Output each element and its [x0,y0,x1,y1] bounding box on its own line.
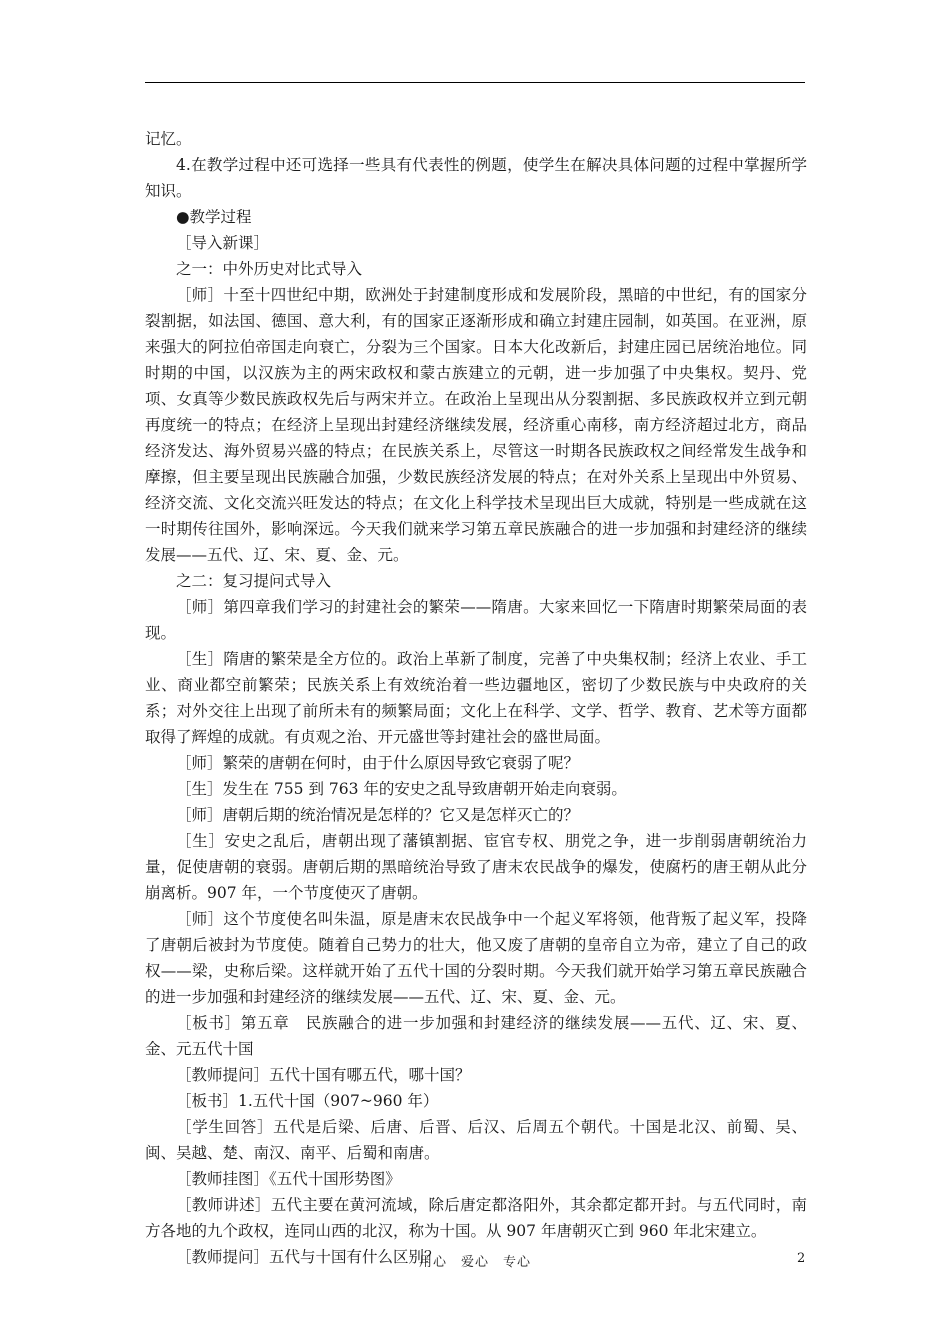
paragraph: 之二：复习提问式导入 [176,572,332,590]
paragraph: ［板书］第五章 民族融合的进一步加强和封建经济的继续发展——五代、辽、宋、夏、金、元五代十国 [145,1014,807,1058]
paragraph: ［师］第四章我们学习的封建社会的繁荣——隋唐。大家来回忆一下隋唐时期繁荣局面的表现。 [145,598,807,642]
paragraph: ●教学过程 [176,208,252,226]
footer-motto: 用心 爱心 专心 [418,1255,531,1270]
paragraph: ［师］十至十四世纪中期，欧洲处于封建制度形成和发展阶段，黑暗的中世纪，有的国家分裂割据，如法国、德国、意大利，有的国家正逐渐形成和确立封建庄园制，如英国。在亚洲，原来强大的阿拉伯帝国走向衰亡，分裂为三个国家。日本大化改新后，封建庄园已居统治地位。同时期的中国，以汉族为主的两宋政权和蒙古族建立的元朝，进一步加强了中央集权。契丹、党项、女真等少数民族政权先后与两宋并立。在政治上呈现出从分裂割据、多民族政权并立到元朝再度统一的特点；在经济上呈现出封建经济继续发展，经济重心南移，南方经济超过北方，商品经济发达、海外贸易兴盛的特点；在民族关系上，尽管这一时期各民族政权之间经常发生战争和摩擦，但主要呈现出民族融合加强，少数民族经济发展的特点；在对外关系上呈现出中外贸易、经济交流、文化交流兴旺发达的特点；在文化上科学技术呈现出巨大成就，特别是一些成就在这一时期传往国外，影响深远。今天我们就来学习第五章民族融合的进一步加强和封建经济的继续发展——五代、辽、宋、夏、金、元。 [145,286,807,564]
paragraph: ［生］发生在 755 到 763 年的安史之乱导致唐朝开始走向衰弱。 [176,780,627,798]
paragraph: ［导入新课］ [176,234,270,252]
document-body [145,126,807,1270]
paragraph: ［学生回答］五代是后梁、后唐、后晋、后汉、后周五个朝代。十国是北汉、前蜀、吴、闽、吴越、楚、南汉、南平、后蜀和南唐。 [145,1118,807,1162]
paragraph: ［板书］1.五代十国（907~960 年） [176,1092,439,1110]
paragraph: ［师］唐朝后期的统治情况是怎样的？它又是怎样灭亡的？ [176,806,580,824]
paragraph: 之一：中外历史对比式导入 [176,260,363,278]
paragraph: ［师］这个节度使名叫朱温，原是唐末农民战争中一个起义军将领，他背叛了起义军，投降了唐朝后被封为节度使。随着自己势力的壮大，他又废了唐朝的皇帝自立为帝，建立了自己的政权——梁，史称后梁。这样就开始了五代十国的分裂时期。今天我们就开始学习第五章民族融合的进一步加强和封建经济的继续发展——五代、辽、宋、夏、金、元。 [145,910,807,1006]
paragraph: 4.在教学过程中还可选择一些具有代表性的例题，使学生在解决具体问题的过程中掌握所学知识。 [145,156,807,200]
paragraph: ［教师提问］五代十国有哪五代，哪十国？ [176,1066,471,1084]
paragraph: 记忆。 [145,130,192,148]
header-rule [145,82,805,83]
paragraph: ［教师提问］五代与十国有什么区别？ [176,1248,440,1266]
paragraph: ［生］安史之乱后，唐朝出现了藩镇割据、宦官专权、朋党之争，进一步削弱唐朝统治力量，促使唐朝的衰弱。唐朝后期的黑暗统治导致了唐末农民战争的爆发，使腐朽的唐王朝从此分崩离析。907 年，一个节度使灭了唐朝。 [145,832,807,902]
paragraph: ［生］隋唐的繁荣是全方位的。政治上革新了制度，完善了中央集权制；经济上农业、手工业、商业都空前繁荣；民族关系上有效统治着一些边疆地区，密切了少数民族与中央政府的关系；对外交往上出现了前所未有的频繁局面；文化上在科学、文学、哲学、教育、艺术等方面都取得了辉煌的成就。有贞观之治、开元盛世等封建社会的盛世局面。 [145,650,807,746]
paragraph: ［教师挂图］《五代十国形势图》 [176,1170,401,1188]
paragraph: ［教师讲述］五代主要在黄河流域，除后唐定都洛阳外，其余都定都开封。与五代同时，南方各地的九个政权，连同山西的北汉，称为十国。从 907 年唐朝灭亡到 960 年北宋建立。 [145,1196,807,1240]
paragraph: ［师］繁荣的唐朝在何时，由于什么原因导致它衰弱了呢？ [176,754,580,772]
page-number: 2 [797,1251,806,1266]
